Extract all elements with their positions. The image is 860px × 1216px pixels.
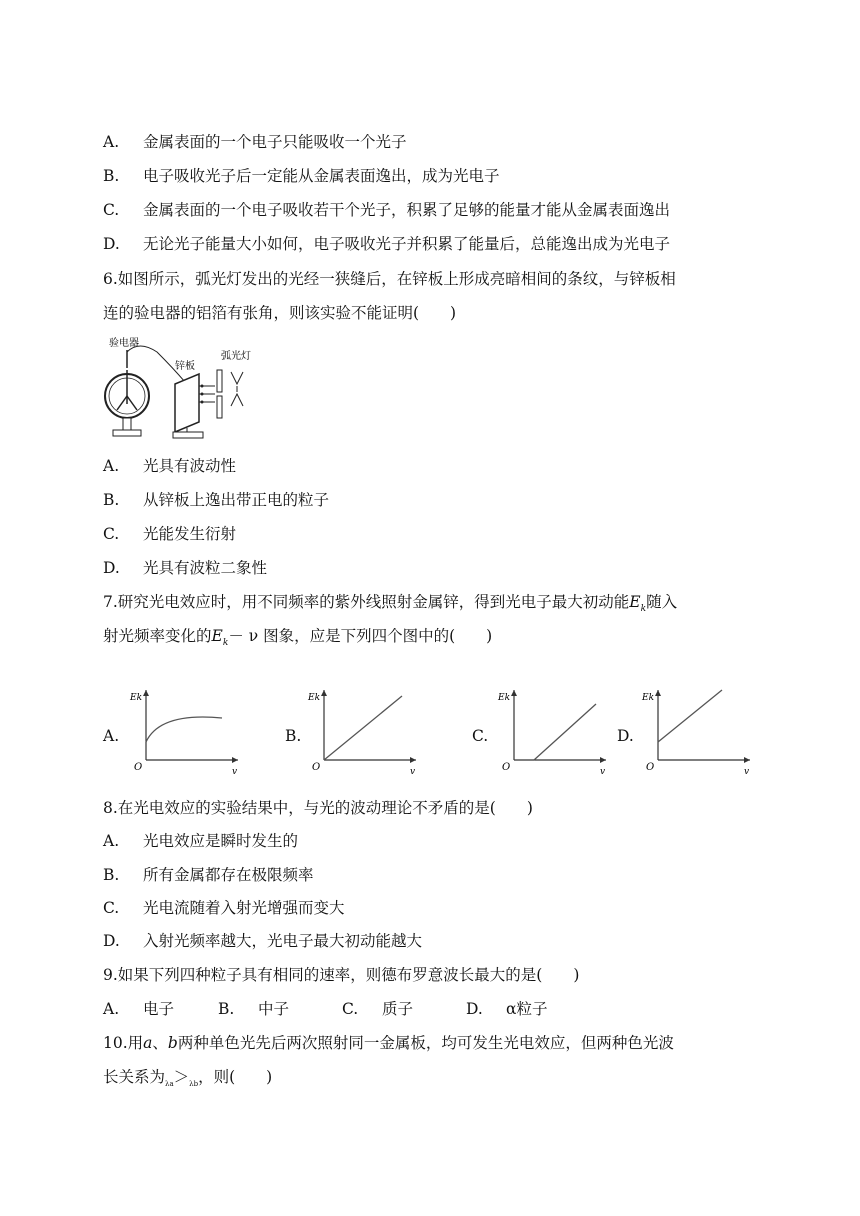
q7-graph-c-origin: O — [502, 762, 511, 773]
q7-graph-a-xaxis: v — [232, 767, 238, 777]
q7-graph-c-xaxis: v — [600, 767, 606, 777]
q7-stem-line2: 射光频率变化的$E_k- \nu$ 图象，应是下列四个图中的( ) — [103, 627, 493, 649]
q9-option-a: A. 电子 — [103, 1000, 175, 1018]
q7-graph-d — [638, 686, 758, 778]
arc-lamp-label: 弧光灯 — [221, 351, 251, 362]
q5-option-a: A. 金属表面的一个电子只能吸收一个光子 — [103, 133, 407, 151]
q5-option-c: C. 金属表面的一个电子吸收若干个光子，积累了足够的能量才能从金属表面逸出 — [103, 201, 671, 219]
q10-stem-line2: 长关系为$_{\lambda a}>_{\lambda b}$，则( ) — [103, 1068, 273, 1089]
q7-graph-a — [126, 686, 246, 778]
q7-graph-a-label: A. — [103, 727, 120, 745]
q7-graph-c — [494, 686, 614, 778]
q9-option-d: D. α粒子 — [466, 1000, 548, 1018]
q7-graph-b-xaxis: v — [410, 767, 416, 777]
q7-graph-b-line — [324, 696, 402, 760]
q5-option-d: D. 无论光子能量大小如何，电子吸收光子并积累了能量后，总能逸出成为光电子 — [103, 235, 671, 253]
q7-graph-d-yaxis: Ek — [642, 693, 655, 703]
q7-graph-b — [304, 686, 424, 778]
q8-option-a: A. 光电效应是瞬时发生的 — [103, 832, 299, 850]
q7-graph-a-yaxis: Ek — [130, 693, 143, 703]
q10-stem-line1: 10.用a、b两种单色光先后两次照射同一金属板，均可发生光电效应，但两种色光波 — [103, 1034, 674, 1052]
q8-option-c: C. 光电流随着入射光增强而变大 — [103, 899, 345, 917]
q9-option-c: C. 质子 — [342, 1000, 414, 1018]
q6-apparatus-figure — [103, 334, 273, 442]
q8-stem: 8.在光电效应的实验结果中，与光的波动理论不矛盾的是( ) — [103, 799, 533, 817]
q6-option-c: C. 光能发生衍射 — [103, 525, 237, 543]
q7-graph-d-xaxis: v — [744, 767, 750, 777]
q6-option-a: A. 光具有波动性 — [103, 457, 237, 475]
q7-graph-d-line — [658, 690, 722, 742]
zinc-plate-label: 锌板 — [175, 361, 195, 372]
electroscope-label: 验电器 — [109, 338, 139, 349]
q7-graph-c-yaxis: Ek — [498, 693, 511, 703]
q9-option-b: B. 中子 — [218, 1000, 290, 1018]
q7-graph-d-origin: O — [646, 762, 655, 773]
q5-option-b: B. 电子吸收光子后一定能从金属表面逸出，成为光电子 — [103, 167, 500, 185]
q6-option-d: D. 光具有波粒二象性 — [103, 559, 268, 577]
q7-stem-line1: 7.研究光电效应时，用不同频率的紫外线照射金属锌，得到光电子最大初动能$E_k$随入 — [103, 593, 678, 615]
q7-graph-b-yaxis: Ek — [308, 693, 321, 703]
q6-option-b: B. 从锌板上逸出带正电的粒子 — [103, 491, 330, 509]
q7-graph-a-origin: O — [134, 762, 143, 773]
q8-option-b: B. 所有金属都存在极限频率 — [103, 866, 314, 884]
q7-graph-c-line — [534, 704, 596, 760]
q8-option-d: D. 入射光频率越大，光电子最大初动能越大 — [103, 932, 423, 950]
q7-graph-b-label: B. — [285, 727, 302, 745]
q7-graph-a-curve — [146, 717, 222, 742]
q6-stem-line2: 连的验电器的铝箔有张角，则该实验不能证明( ) — [103, 304, 457, 322]
q7-graph-c-label: C. — [472, 727, 489, 745]
q6-stem-line1: 6.如图所示，弧光灯发出的光经一狭缝后，在锌板上形成亮暗相间的条纹，与锌板相 — [103, 270, 676, 288]
q7-graph-d-label: D. — [617, 727, 634, 745]
q7-graph-b-origin: O — [312, 762, 321, 773]
q9-stem: 9.如果下列四种粒子具有相同的速率，则德布罗意波长最大的是( ) — [103, 966, 580, 984]
